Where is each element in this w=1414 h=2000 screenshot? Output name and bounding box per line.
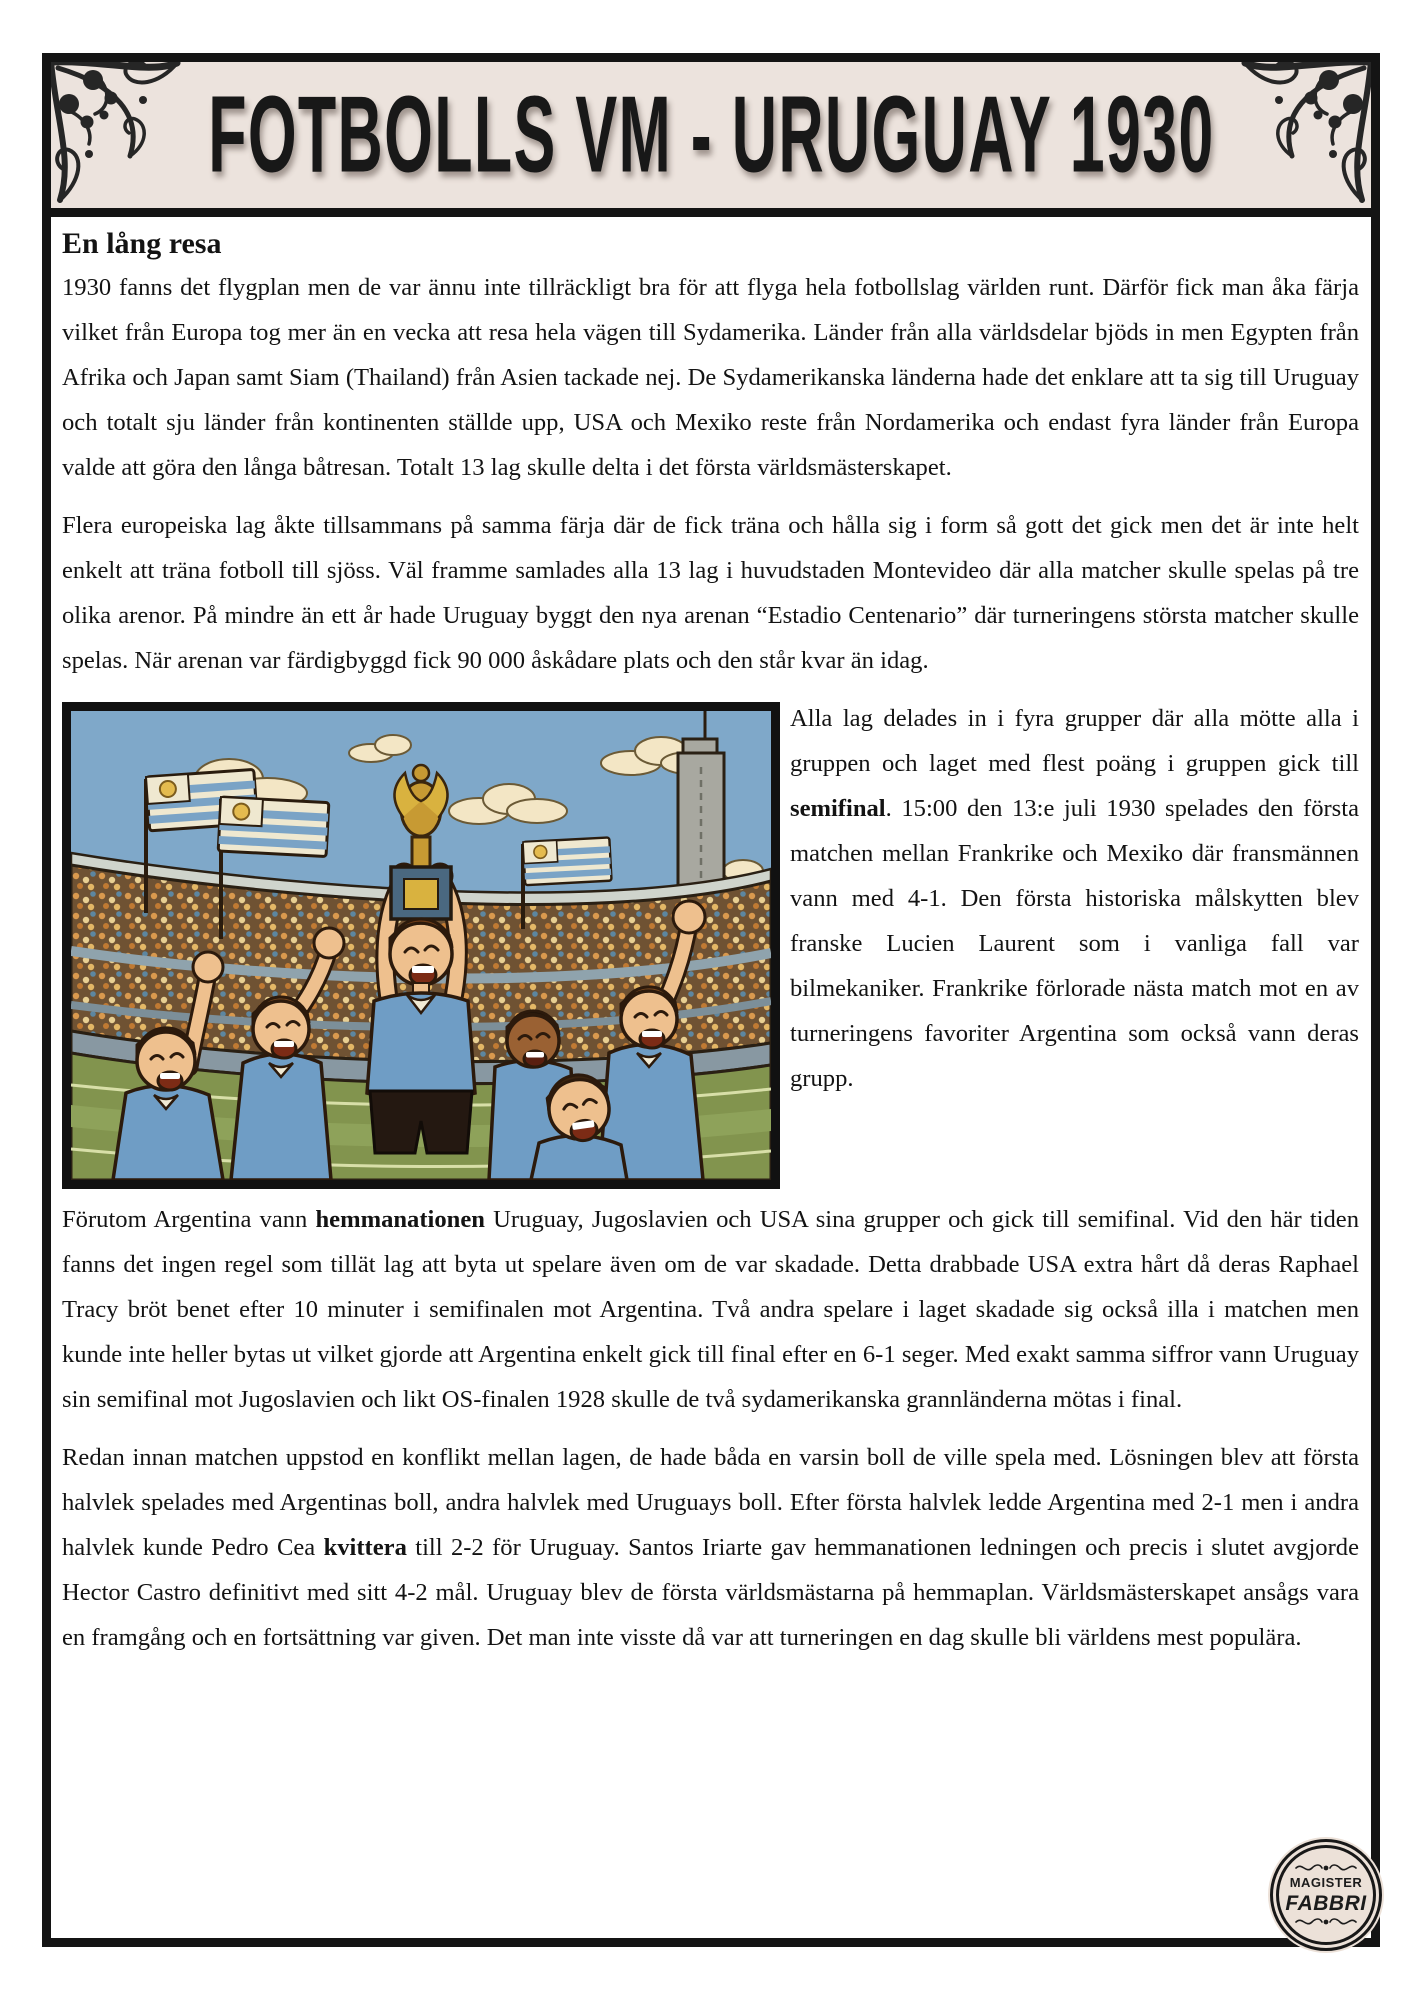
badge-label-fabbri: FABBRI (1285, 1892, 1367, 1915)
scroll-ornament-icon (1294, 1862, 1358, 1874)
bold-kvittera: kvittera (323, 1534, 407, 1561)
paragraph-ferry: Flera europeiska lag åkte tillsammans på samma färja där de fick träna och hålla sig i form så gott det gick men det är inte helt enkelt att träna fotboll till sjöss. Väl framme samlades alla 13 lag i huvudstaden Montevideo där alla matcher skulle spelas på tre olika arenor. På mindre än ett år hade Uruguay byggt den nya arenan “Estadio Centenario” där turneringens största matcher skulle spelas. När arenan var färdigbyggd fick 90 000 åskådare plats och den står kvar än idag. (62, 512, 1359, 674)
paragraph-semifinals-text: Förutom Argentina vann (62, 1206, 316, 1233)
bold-semifinal: semifinal (790, 795, 886, 822)
corner-flourish-icon (1225, 58, 1375, 208)
page-header (42, 53, 1380, 217)
article-body (42, 217, 1380, 1947)
magister-fabbri-badge-inner (1276, 1845, 1376, 1945)
page-title-text: FOTBOLLS VM - URUGUAY 1930 (207, 74, 1215, 195)
paragraph-final (62, 1435, 1359, 1660)
paragraph-semifinals (62, 1197, 1359, 1422)
magister-fabbri-badge (1270, 1839, 1382, 1951)
worksheet-page (42, 53, 1380, 1947)
paragraph-final-text: Redan innan matchen uppstod en konflikt mellan lagen, de hade båda en varsin boll de ville spela med. Lösningen blev att första halvlek spelades med Argentinas boll, andra halvlek med Uruguays boll. Efter första halvlek ledde Argentina med 2-1 men i andra halvlek kunde Pedro Cea (62, 1444, 1359, 1561)
section-heading: En lång resa (62, 227, 222, 260)
corner-flourish-icon (47, 58, 197, 208)
paragraph-groups-text: Alla lag delades in i fyra grupper där alla mötte alla i gruppen och laget med flest poäng i gruppen gick till (790, 705, 1359, 777)
paragraph-groups-text: . 15:00 den 13:e juli 1930 spelades den första matchen mellan Frankrike och Mexiko där fransmännen vann med 4-1. Den första historiska målskytten blev franske Lucien Laurent som i vanliga fall var bilmekaniker. Frankrike förlorade nästa match mot en av turneringens favoriter Argentina som också vann deras grupp. (790, 795, 1359, 1092)
badge-label-magister: MAGISTER (1289, 1875, 1363, 1890)
world-cup-celebration-illustration (62, 702, 780, 1189)
paragraph-final-text: till 2-2 för Uruguay. Santos Iriarte gav hemmanationen ledningen och precis i slutet avgjorde Hector Castro definitivt med sitt 4-2 mål. Uruguay blev de första världsmästarna på hemmaplan. Världsmästerskapet ansågs vara en framgång och en fortsättning var given. Det man inte visste då var att turneringen en dag skulle bli världens mest populära. (62, 1534, 1359, 1651)
bold-hemmanationen: hemmanationen (315, 1206, 485, 1233)
paragraph-travel: 1930 fanns det flygplan men de var ännu inte tillräckligt bra för att flyga hela fotbollslag världen runt. Därför fick man åka färja vilket från Europa tog mer än en vecka att resa hela vägen till Sydamerika. Länder från alla världsdelar bjöds in men Egypten från Afrika och Japan samt Siam (Thailand) från Asien tackade nej. De Sydamerikanska länderna hade det enklare att ta sig till Uruguay och totalt sju länder från kontinenten ställde upp, USA och Mexiko reste från Nordamerika och endast fyra länder från Europa valde att göra den långa båtresan. Totalt 13 lag skulle delta i det första världsmästerskapet. (62, 274, 1359, 481)
page-title (42, 74, 1380, 195)
paragraph-semifinals-text: Uruguay, Jugoslavien och USA sina grupper och gick till semifinal. Vid den här tiden fanns det ingen regel som tillät lag att byta ut spelare även om de var skadade. Detta drabbade USA extra hårt då deras Raphael Tracy bröt benet efter 10 minuter i semifinalen mot Argentina. Två andra spelare i laget skadade sig också illa i matchen men kunde inte heller bytas ut vilket gjorde att Argentina enkelt gick till final efter en 6-1 seger. Med exakt samma siffror vann Uruguay sin semifinal mot Jugoslavien och likt OS-finalen 1928 skulle de två sydamerikanska grannländerna mötas i final. (62, 1206, 1359, 1413)
scroll-ornament-icon (1294, 1916, 1358, 1928)
